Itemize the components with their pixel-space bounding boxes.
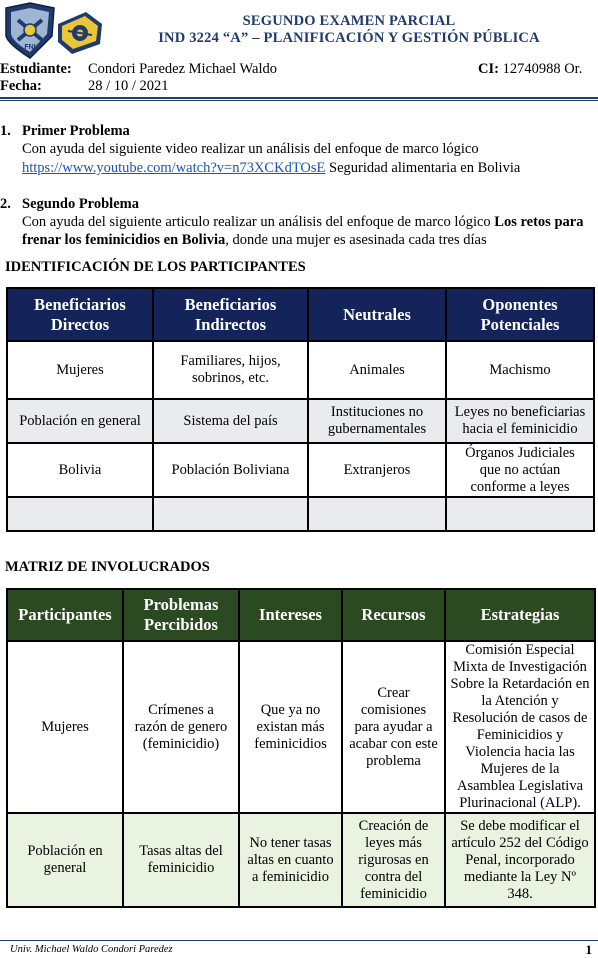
- table-cell: [342, 641, 445, 813]
- ci-field: [478, 61, 582, 78]
- participants-table: [6, 287, 595, 532]
- student-name: Condori Paredez Michael Waldo: [88, 61, 278, 77]
- faculty-shield-logo: [6, 3, 54, 58]
- cell-line: Oponentes: [482, 294, 558, 314]
- problem-2-number: 2.: [0, 196, 11, 212]
- participants-heading: IDENTIFICACIÓN DE LOS PARTICIPANTES: [5, 259, 306, 275]
- cell-line: (feminicidio): [142, 735, 220, 752]
- problem-2-title: Segundo Problema: [22, 196, 139, 212]
- student-label: Estudiante:: [0, 61, 72, 77]
- table-cell: [239, 641, 342, 813]
- header-divider: [0, 97, 598, 99]
- footer-divider: [0, 940, 598, 941]
- cell-line: Problemas: [143, 595, 219, 614]
- cell-line: Extranjeros: [343, 461, 411, 478]
- ci-value: 12740988 Or.: [498, 61, 583, 77]
- cell-line: Población Boliviana: [171, 461, 290, 478]
- cell-line: sobrinos, etc.: [192, 370, 269, 386]
- cell-line: hacia el feminicidio: [462, 421, 578, 437]
- problem-2-text-line1: [22, 213, 583, 231]
- cell-line: Violencia hacia las: [465, 744, 575, 760]
- column-header: [446, 288, 594, 341]
- problem-2-text-line2: [22, 231, 487, 249]
- table-cell: [7, 443, 153, 497]
- cell-line: Se debe modificar el: [460, 817, 580, 834]
- table-cell: [7, 341, 153, 399]
- problem-2-text-rest: , donde una mujer es asesinada cada tres días: [225, 232, 487, 248]
- header-divider-thin: [0, 100, 598, 101]
- cell-line: Neutrales: [343, 304, 411, 324]
- cell-line: 348.: [507, 885, 533, 902]
- cell-line: Población en general: [19, 412, 141, 429]
- exam-header: [100, 13, 598, 47]
- table-cell: [153, 399, 308, 443]
- table-cell: [446, 399, 594, 443]
- table-row: [7, 497, 594, 531]
- cell-line: No tener tasas: [249, 834, 332, 851]
- table-cell: [308, 497, 446, 531]
- column-header: [7, 589, 123, 641]
- table-cell: [308, 341, 446, 399]
- table-row: [7, 341, 594, 399]
- cell-line: Directos: [50, 314, 110, 334]
- problem-2-text-plain: Con ayuda del siguiente articulo realizar un análisis del enfoque de marco lógico: [22, 214, 495, 230]
- problem-1-title: Primer Problema: [22, 123, 130, 139]
- table-cell: [445, 813, 595, 907]
- cell-line: Tasas altas del: [139, 843, 223, 859]
- cell-line: Crímenes a: [148, 701, 214, 718]
- cell-line: para ayudar a: [354, 718, 433, 735]
- cell-line: Crear: [377, 684, 410, 701]
- column-header: [445, 589, 595, 641]
- cell-line: mediante la Ley Nº: [464, 868, 576, 885]
- cell-line: Mixta de Investigación: [453, 659, 587, 675]
- cell-line: Potenciales: [480, 314, 560, 334]
- article-title-part1: Los retos para: [494, 214, 584, 230]
- cell-line: existan más: [256, 718, 325, 735]
- cell-line: Indirectos: [194, 314, 267, 334]
- table-cell: [446, 341, 594, 399]
- cell-line: Mujeres: [41, 718, 89, 735]
- cell-line: Resolución de casos de: [452, 710, 588, 726]
- column-header: [153, 288, 308, 341]
- cell-line: Creación de: [358, 817, 429, 834]
- cell-line: Penal, incorporado: [465, 851, 575, 868]
- cell-line: Plurinacional (ALP).: [459, 795, 581, 811]
- cell-line: Beneficiarios: [34, 294, 126, 314]
- cell-line: razón de genero: [134, 718, 228, 735]
- cell-line: acabar con este: [349, 735, 438, 752]
- cell-line: feminicidio: [147, 860, 215, 876]
- column-header: [342, 589, 445, 641]
- table-cell: [342, 813, 445, 907]
- table-cell: [308, 443, 446, 497]
- cell-line: Animales: [349, 361, 405, 378]
- cell-line: conforme a leyes: [470, 478, 570, 495]
- cell-line: Leyes no beneficiarias: [454, 404, 586, 420]
- table-cell: [308, 399, 446, 443]
- date-label: Fecha:: [0, 78, 42, 94]
- cell-line: Población en: [27, 843, 103, 859]
- page-number: 1: [585, 942, 592, 957]
- cell-line: Familiares, hijos,: [180, 353, 281, 369]
- cell-line: Estrategias: [480, 605, 560, 624]
- cell-line: Machismo: [489, 361, 551, 378]
- cell-line: Que ya no: [260, 701, 321, 718]
- cell-line: Mujeres de la: [480, 761, 560, 777]
- cell-line: la Atención y: [481, 693, 559, 709]
- cell-line: gubernamentales: [327, 421, 427, 437]
- university-logos: [2, 2, 104, 60]
- table-cell: [446, 443, 594, 497]
- problem-1-link-suffix: Seguridad alimentaria en Bolivia: [325, 160, 521, 176]
- table-cell: [446, 497, 594, 531]
- table-cell: [7, 813, 123, 907]
- table-row: [7, 399, 594, 443]
- cell-line: a feminicidio: [252, 868, 329, 885]
- exam-title: SEGUNDO EXAMEN PARCIAL: [242, 13, 456, 29]
- problem-1-number: 1.: [0, 123, 11, 139]
- table-cell: [153, 497, 308, 531]
- stakeholders-header-row: [7, 589, 595, 641]
- table-cell: [7, 399, 153, 443]
- stakeholders-matrix: [6, 588, 596, 908]
- column-header: [239, 589, 342, 641]
- participants-header-row: [7, 288, 594, 341]
- table-row: [7, 443, 594, 497]
- ci-label: CI:: [478, 61, 499, 77]
- table-row: [7, 641, 595, 813]
- cell-line: Sobre la Retardación en: [450, 676, 590, 692]
- cell-line: Beneficiarios: [184, 294, 277, 314]
- cell-line: rigurosas en: [358, 851, 429, 868]
- cell-line: que no actúan: [479, 461, 561, 478]
- cell-line: feminicidio: [360, 885, 427, 902]
- cell-line: feminicidios: [254, 735, 327, 752]
- column-header: [7, 288, 153, 341]
- cell-line: Asamblea Legislativa: [456, 778, 584, 794]
- table-row: [7, 813, 595, 907]
- table-cell: [7, 497, 153, 531]
- cell-line: Intereses: [259, 605, 322, 624]
- cell-line: artículo 252 del Código: [451, 834, 589, 851]
- cell-line: Sistema del país: [183, 412, 278, 429]
- footer-author: Univ. Michael Waldo Condori Paredez: [10, 944, 173, 955]
- cell-line: Percibidos: [144, 615, 218, 634]
- cell-line: Feminicidios y: [476, 727, 564, 743]
- column-header: [123, 589, 239, 641]
- cell-line: Órganos Judiciales: [465, 444, 575, 461]
- cell-line: problema: [366, 752, 421, 769]
- column-header: [308, 288, 446, 341]
- table-cell: [445, 641, 595, 813]
- problem-1-text: Con ayuda del siguiente video realizar un análisis del enfoque de marco lógico: [22, 141, 479, 157]
- cell-line: Participantes: [18, 605, 112, 624]
- table-cell: [239, 813, 342, 907]
- course-title: IND 3224 “A” – PLANIFICACIÓN Y GESTIÓN PÚBLICA: [158, 30, 540, 46]
- cell-line: comisiones: [360, 701, 427, 718]
- cell-line: leyes más: [365, 834, 422, 851]
- table-cell: [123, 813, 239, 907]
- svg-text:FNI: FNI: [24, 44, 36, 51]
- cell-line: Mujeres: [56, 361, 104, 378]
- table-cell: [7, 641, 123, 813]
- cell-line: altas en cuanto: [247, 851, 334, 868]
- problem-1-link-line: [22, 159, 520, 177]
- cell-line: Bolivia: [58, 461, 102, 478]
- cell-line: general: [43, 860, 87, 876]
- industrial-engineering-logo: [58, 12, 102, 54]
- article-title-part2: frenar los feminicidios en Bolivia: [22, 232, 226, 248]
- date-value: 28 / 10 / 2021: [88, 78, 169, 94]
- table-cell: [123, 641, 239, 813]
- table-cell: [153, 341, 308, 399]
- cell-line: Comisión Especial: [465, 642, 575, 658]
- stakeholders-heading: MATRIZ DE INVOLUCRADOS: [5, 559, 210, 575]
- video-link[interactable]: https://www.youtube.com/watch?v=n73XCKdTOsE: [22, 160, 326, 176]
- cell-line: contra del: [364, 868, 423, 885]
- cell-line: Instituciones no: [330, 404, 424, 420]
- table-cell: [153, 443, 308, 497]
- cell-line: Recursos: [361, 605, 426, 624]
